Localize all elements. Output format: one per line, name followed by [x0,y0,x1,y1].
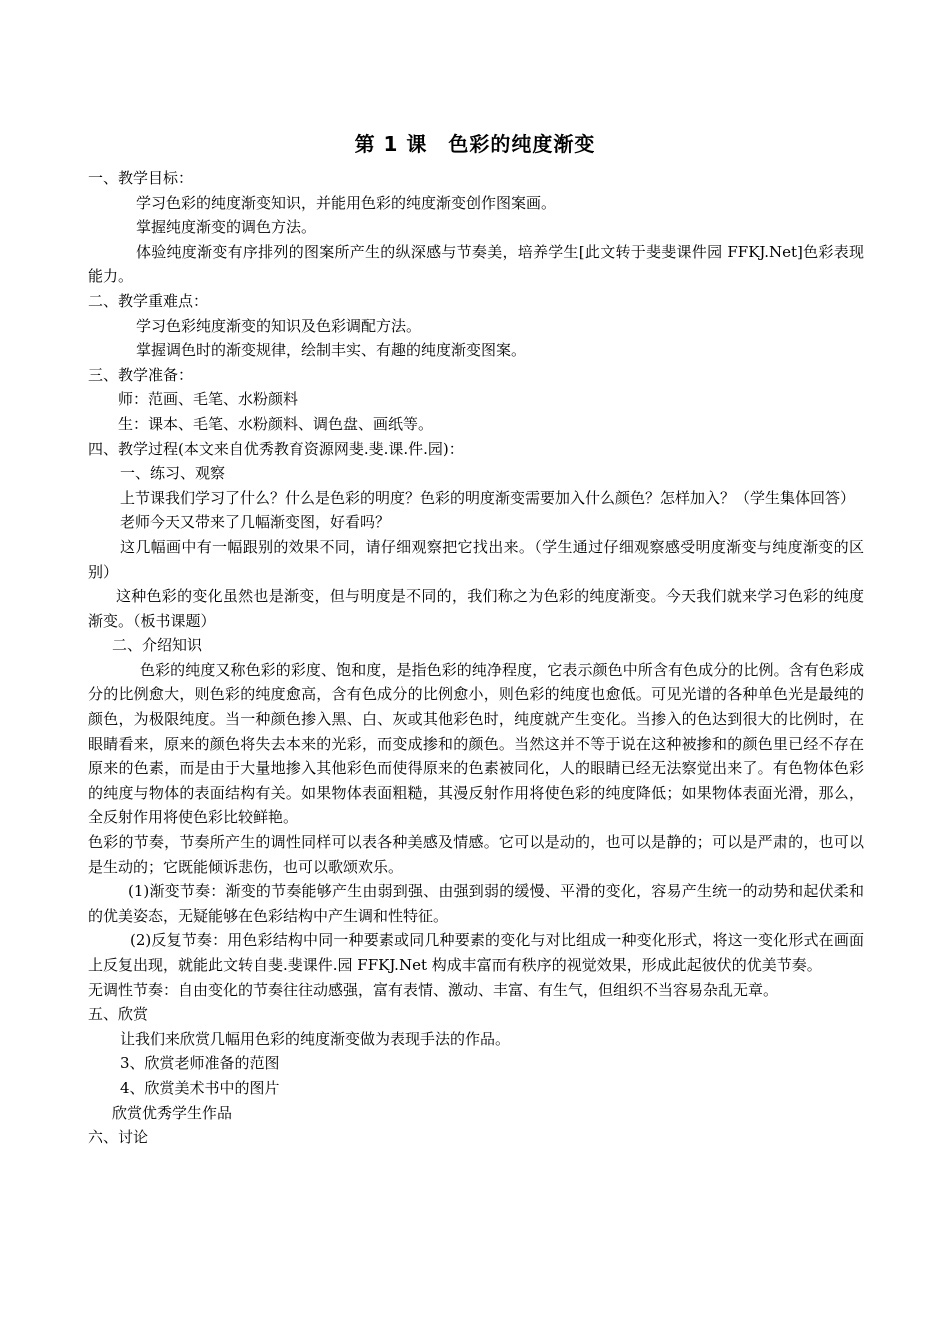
paragraph-2: 掌握纯度渐变的调色方法。 [136,218,317,237]
paragraph-23: 让我们来欣赏几幅用色彩的纯度渐变做为表现手法的作品。 [120,1029,511,1048]
paragraph-17: 色彩的纯度又称色彩的彩度、饱和度，是指色彩的纯净程度，它表示颜色中所含有色成分的比例。含有色彩成分的比例愈大，则色彩的纯度愈高，含有色成分的比例愈小，则色彩的纯度也愈低。可见光谱的各种单色光是最纯的颜色，为极限纯度。当一种颜色掺入黑、白、灰或其他彩色时，纯度就产生变化。当掺入的色达到很大的比例时，在眼睛看来，原来的颜色将失去本来的光彩，而变成掺和的颜色。当然这并不等于说在这种被掺和的颜色里已经不存在原来的色素，而是由于大量地掺入其他彩色而使得原来的色素被同化，人的眼睛已经无法察觉出来了。有色物体色彩的纯度与物体的表面结构有关。如果物体表面粗糙，其漫反射作用将使色彩的纯度降低；如果物体表面光滑，那么，全反射作用将使色彩比较鲜艳。 [88,660,864,827]
paragraph-5: 学习色彩纯度渐变的知识及色彩调配方法。 [136,316,422,335]
paragraph-12: 上节课我们学习了什么？什么是色彩的明度？色彩的明度渐变需要加入什么颜色？怎样加入？（学生集体回答） [120,488,856,507]
paragraph-15: 这种色彩的变化虽然也是渐变，但与明度是不同的，我们称之为色彩的纯度渐变。今天我们就来学习色彩的纯度渐变。（板书课题） [88,587,864,630]
paragraph-22: 五、欣赏 [88,1005,149,1024]
paragraph-1: 学习色彩的纯度渐变知识，并能用色彩的纯度渐变创作图案画。 [136,193,557,212]
paragraph-19: (1)渐变节奏：渐变的节奏能够产生由弱到强、由强到弱的缓慢、平滑的变化，容易产生统一的动势和起伏柔和的优美姿态，无疑能够在色彩结构中产生调和性特征。 [88,882,864,925]
paragraph-10: 四、教学过程(本文来自优秀教育资源网斐.斐.课.件.园)： [88,439,464,458]
paragraph-25: 4、欣赏美术书中的图片 [120,1078,280,1097]
paragraph-21: 无调性节奏：自由变化的节奏往往动感强，富有表情、激动、丰富、有生气，但组织不当容易杂乱无章。 [88,980,779,999]
paragraph-9: 生：课本、毛笔、水粉颜料、调色盘、画纸等。 [118,414,434,433]
paragraph-7: 三、教学准备： [88,365,194,384]
paragraph-6: 掌握调色时的渐变规律，绘制丰实、有趣的纯度渐变图案。 [136,341,527,360]
paragraph-20: (2)反复节奏：用色彩结构中同一种要素或同几种要素的变化与对比组成一种变化形式，将这一变化形式在画面上反复出现，就能此文转自斐.斐课件.园 FFKJ.Net 构成丰富而有秩序的视觉效果，形成此起彼伏的优美节奏。 [88,931,864,974]
paragraph-18: 色彩的节奏，节奏所产生的调性同样可以表各种美感及情感。它可以是动的，也可以是静的；可以是严肃的，也可以是生动的；它既能倾诉悲伤，也可以歌颂欢乐。 [88,833,864,876]
paragraph-26: 欣赏优秀学生作品 [112,1103,233,1122]
document-body [88,166,864,1150]
page-title: 第 1 课 色彩的纯度渐变 [354,132,596,156]
paragraph-14: 这几幅画中有一幅跟别的效果不同，请仔细观察把它找出来。（学生通过仔细观察感受明度渐变与纯度渐变的区别） [88,537,864,581]
paragraph-16: 二、介绍知识 [112,636,203,655]
paragraph-13: 老师今天又带来了几幅渐变图，好看吗？ [120,513,391,532]
paragraph-8: 师：范画、毛笔、水粉颜料 [118,390,299,409]
paragraph-27: 六、讨论 [88,1128,149,1147]
paragraph-0: 一、教学目标： [88,169,194,187]
paragraph-4: 二、教学重难点： [88,291,209,310]
paragraph-11: 一、练习、观察 [120,464,226,483]
paragraph-3: 体验纯度渐变有序排列的图案所产生的纵深感与节奏美，培养学生[此文转于斐斐课件园 FFKJ.Net]色彩表现能力。 [88,242,864,286]
paragraph-24: 3、欣赏老师准备的范图 [120,1054,280,1073]
